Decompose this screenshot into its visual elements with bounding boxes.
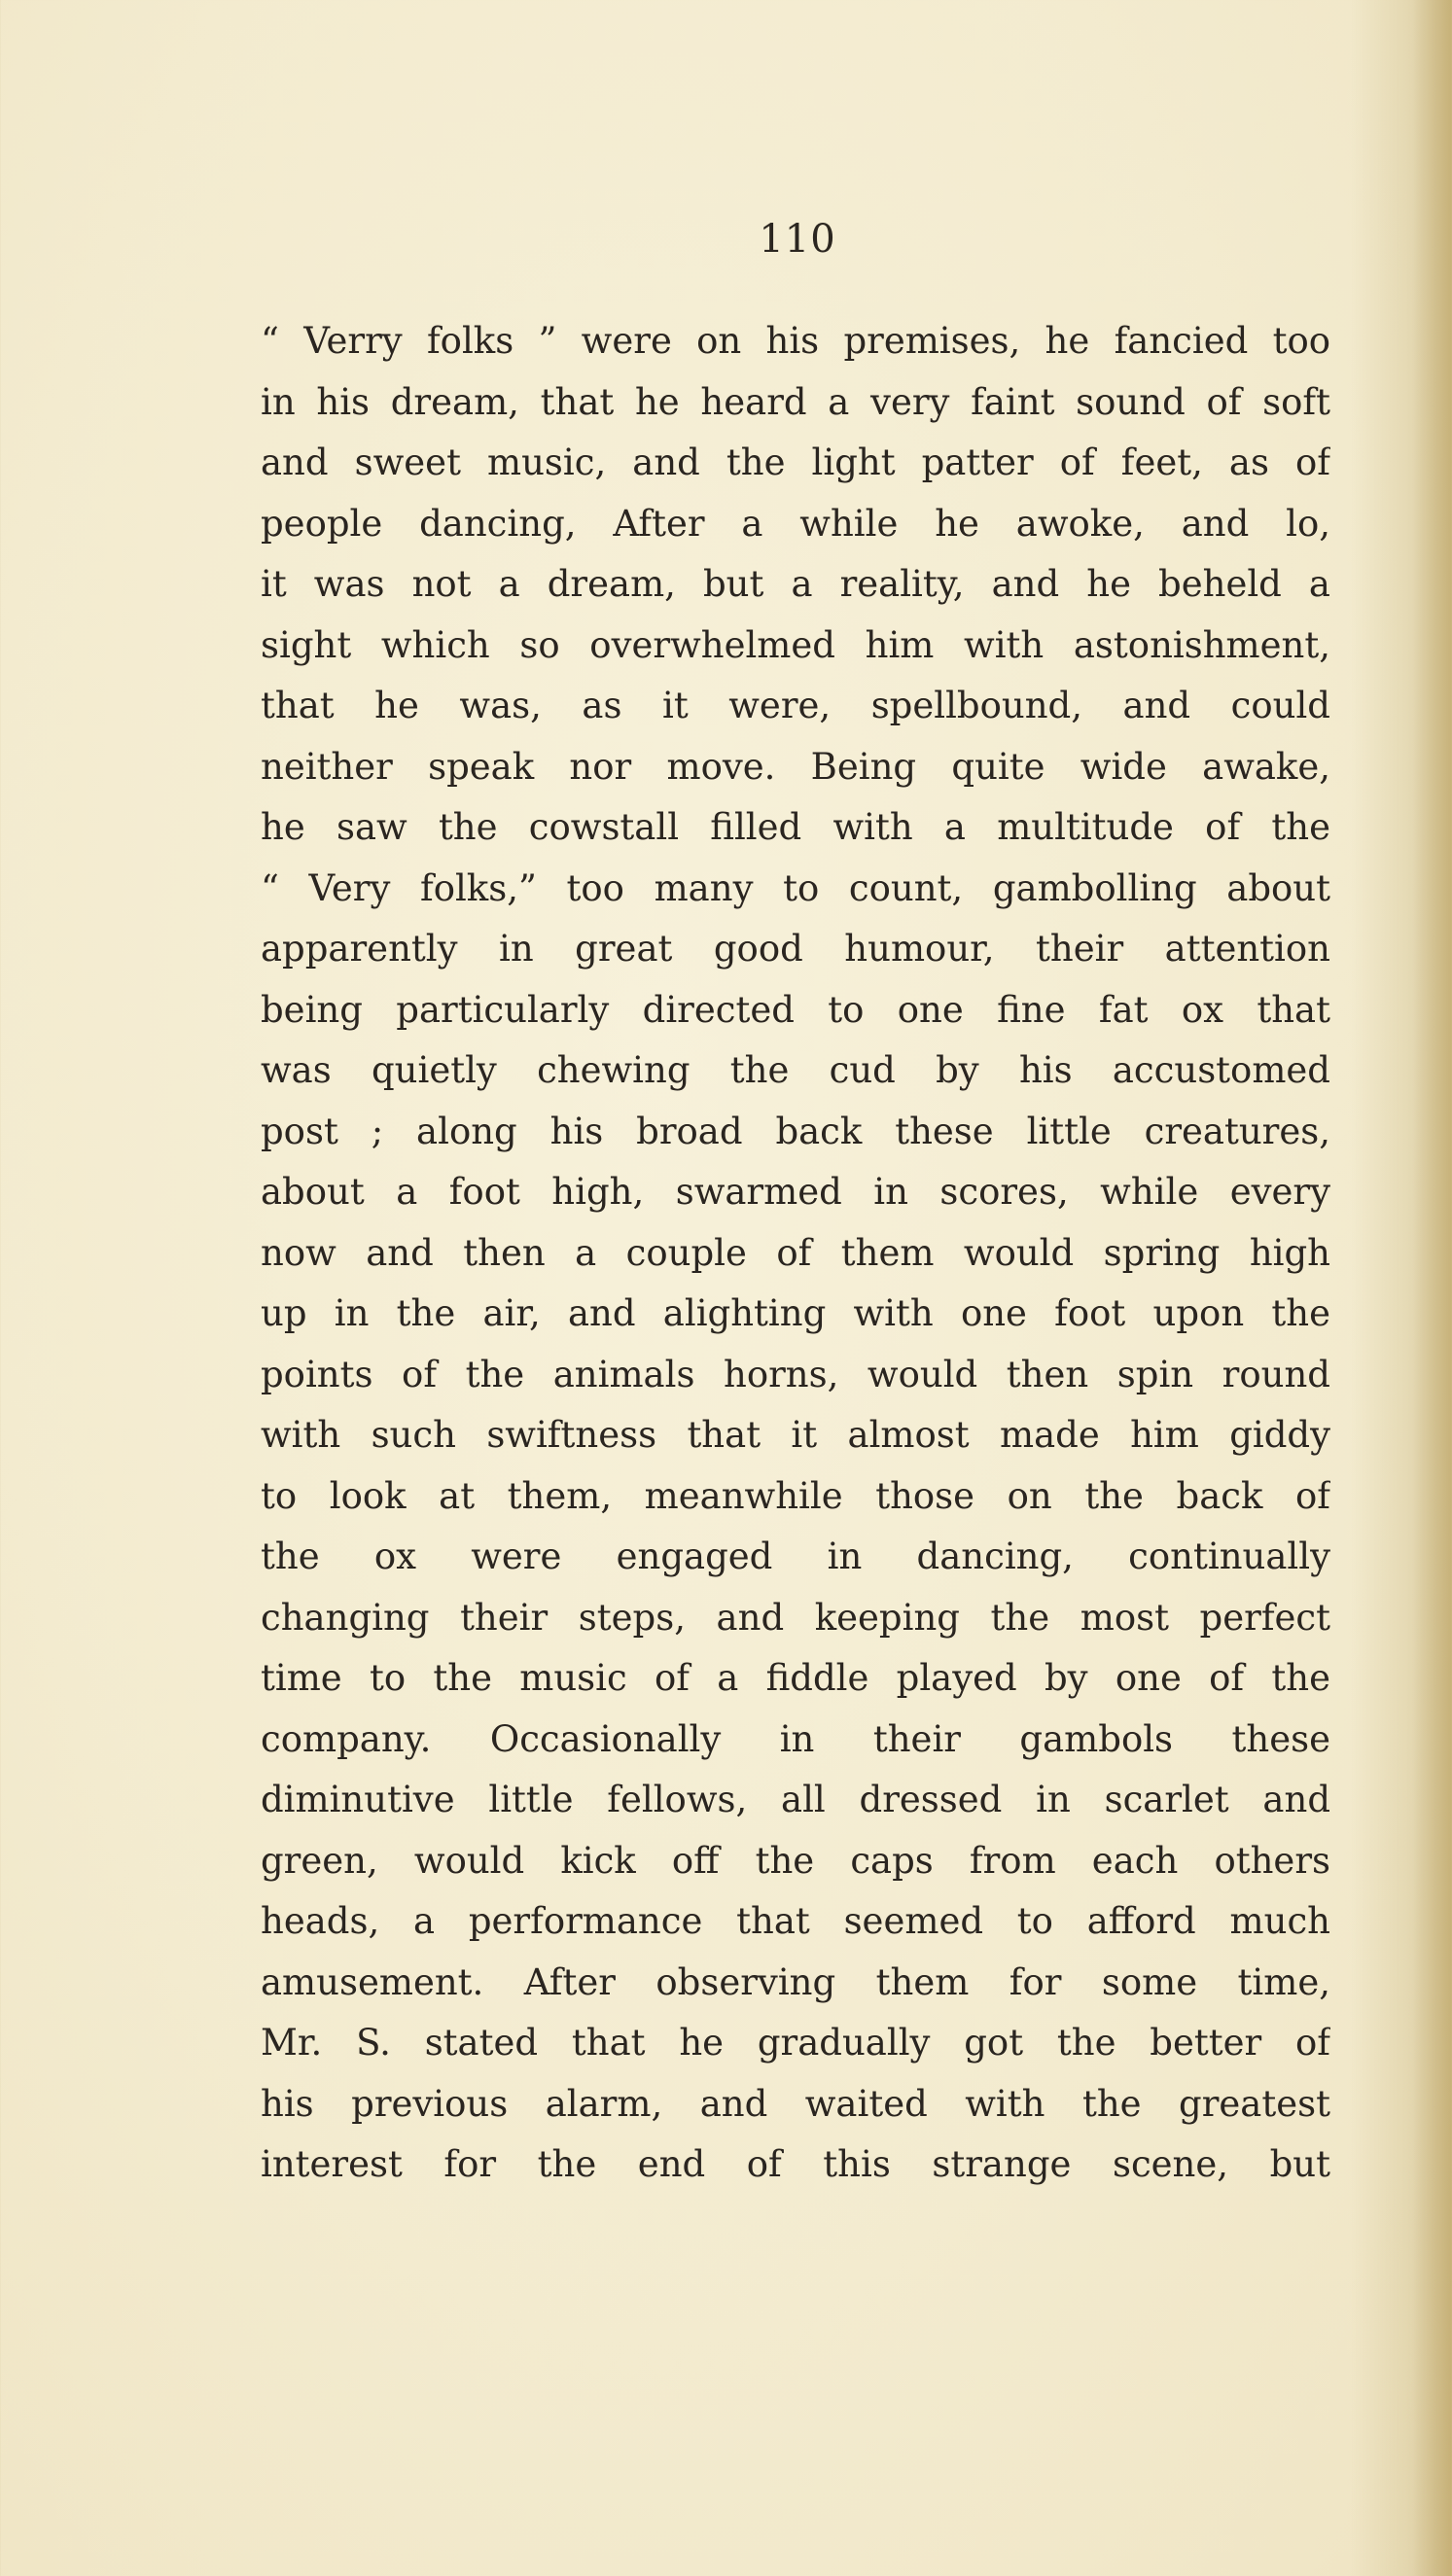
text-line: neither speak nor move. Being quite wide awake, (261, 745, 1330, 788)
text-line: green, would kick off the caps from each others (261, 1839, 1330, 1882)
text-line: up in the air, and alighting with one foot upon the (261, 1292, 1330, 1334)
text-line: to look at them, meanwhile those on the back of (261, 1474, 1330, 1517)
text-body (261, 311, 1330, 2196)
text-line: and sweet music, and the light patter of feet, as of (261, 441, 1330, 483)
text-line: post ; along his broad back these little creatures, (261, 1110, 1330, 1152)
text-line: “ Verry folks ” were on his premises, he fancied too (261, 320, 1330, 362)
page-edge-shadow (1413, 0, 1452, 2576)
text-line: he saw the cowstall filled with a multitude of the (261, 806, 1330, 848)
text-line: about a foot high, swarmed in scores, while every (261, 1171, 1330, 1213)
text-line: was quietly chewing the cud by his accustomed (261, 1049, 1330, 1091)
text-line: company. Occasionally in their gambols these (261, 1717, 1330, 1760)
text-line: Mr. S. stated that he gradually got the better of (261, 2022, 1330, 2064)
text-line: “ Very folks,” too many to count, gambolling about (261, 866, 1330, 909)
text-line: points of the animals horns, would then spin round (261, 1353, 1330, 1395)
text-line: his previous alarm, and waited with the greatest (261, 2082, 1330, 2125)
text-line: people dancing, After a while he awoke, and lo, (261, 502, 1330, 545)
text-line: now and then a couple of them would spring high (261, 1231, 1330, 1274)
text-line: time to the music of a fiddle played by one of the (261, 1657, 1330, 1699)
text-line: sight which so overwhelmed him with astonishment, (261, 623, 1330, 666)
page-number: 110 (759, 217, 836, 262)
text-line: it was not a dream, but a reality, and he beheld a (261, 563, 1330, 605)
text-line: that he was, as it were, spellbound, and could (261, 685, 1330, 726)
text-line: amusement. After observing them for some time, (261, 1960, 1330, 2003)
text-line: being particularly directed to one fine fat ox that (261, 988, 1330, 1031)
text-line: apparently in great good humour, their attention (261, 928, 1330, 970)
text-line: the ox were engaged in dancing, continually (261, 1535, 1330, 1577)
text-line: interest for the end of this strange scene, but (261, 2143, 1330, 2185)
text-line: heads, a performance that seemed to afford much (261, 1900, 1330, 1942)
text-line: diminutive little fellows, all dressed in scarlet and (261, 1779, 1330, 1820)
text-line: with such swiftness that it almost made him giddy (261, 1414, 1330, 1456)
text-line: changing their steps, and keeping the most perfect (261, 1596, 1330, 1639)
text-line: in his dream, that he heard a very faint sound of soft (261, 380, 1330, 423)
